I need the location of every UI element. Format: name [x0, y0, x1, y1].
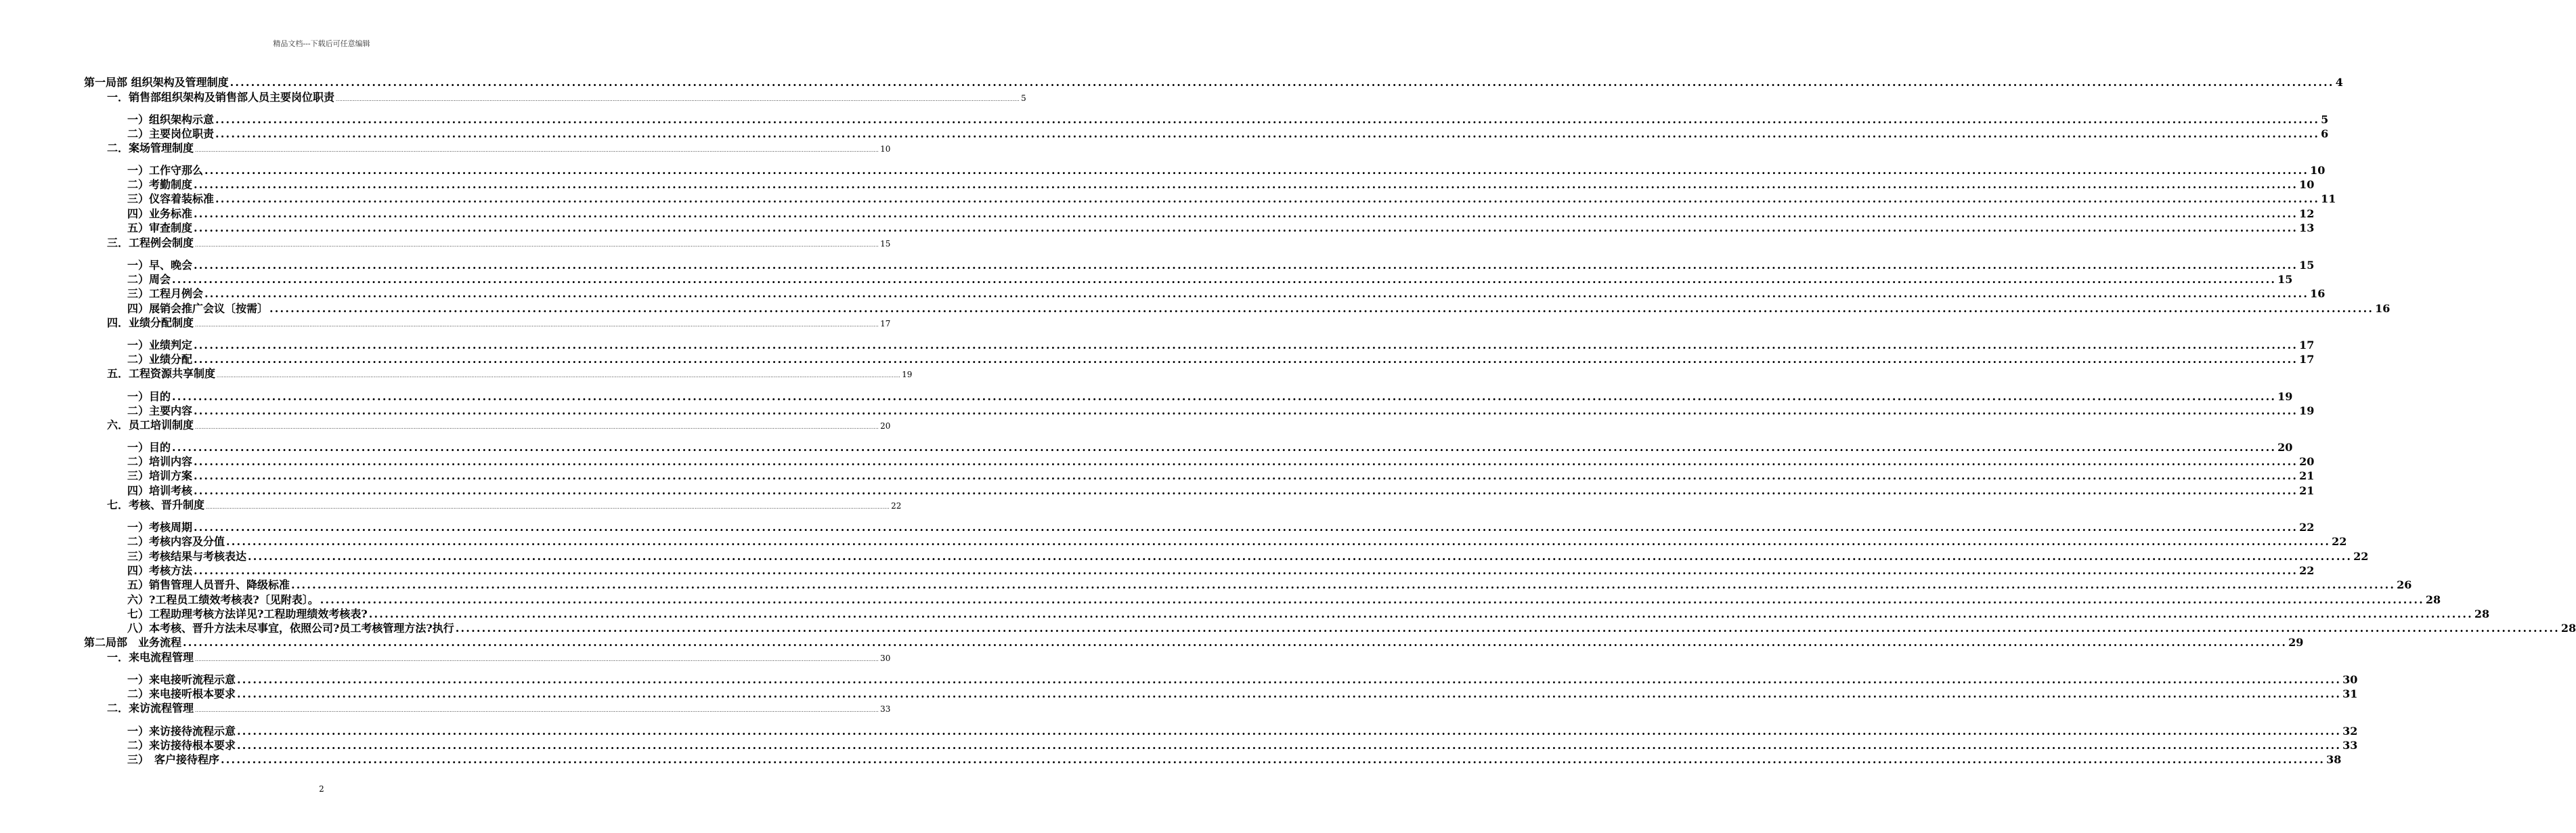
toc-dot-leader: ................................................................................................................................................................................................................................................................................................................................................................................................................ [195, 657, 879, 662]
toc-entry-page: 26 [2397, 578, 2412, 591]
toc-entry[interactable] [127, 125, 2329, 140]
toc-entry-page: 28 [2560, 622, 2576, 635]
toc-dot-leader: ................................................................................................................................................................................................................................................................................................................................................................................................................ [368, 607, 2473, 620]
toc-dot-leader: ................................................................................................................................................................................................................................................................................................................................................................................................................ [206, 505, 890, 510]
toc-entry[interactable] [107, 89, 1026, 104]
toc-entry-page: 20 [2277, 441, 2293, 454]
toc-entry-page: 15 [2299, 259, 2315, 272]
toc-entry-label: 四）考核方法 [127, 564, 193, 577]
toc-entry-page: 19 [2299, 404, 2315, 417]
toc-entry-label: 二）来访接待根本要求 [127, 739, 236, 752]
toc-dot-leader: ................................................................................................................................................................................................................................................................................................................................................................................................................ [230, 76, 2334, 89]
toc-entry[interactable] [127, 685, 2358, 700]
toc-entry-label: 二）业绩分配 [127, 353, 193, 366]
toc-entry-page: 15 [2277, 273, 2293, 286]
toc-entry-page: 15 [880, 239, 891, 249]
toc-entry[interactable] [107, 700, 891, 714]
toc-entry[interactable] [107, 496, 902, 511]
toc-entry-page: 10 [2310, 164, 2326, 177]
toc-entry-page: 31 [2342, 687, 2358, 700]
toc-entry-label: 三） 客户接待程序 [127, 753, 220, 766]
toc-entry-page: 21 [2299, 469, 2315, 482]
toc-entry[interactable] [127, 111, 2329, 126]
toc-entry[interactable] [127, 482, 2315, 497]
toc-entry[interactable] [127, 605, 2490, 620]
toc-entry-page: 4 [2335, 76, 2343, 89]
toc-dot-leader: ................................................................................................................................................................................................................................................................................................................................................................................................................ [320, 593, 2424, 606]
toc-entry-page: 33 [880, 704, 891, 714]
toc-entry[interactable] [127, 337, 2315, 351]
toc-entry[interactable] [107, 365, 913, 380]
toc-entry-label: 四）业务标准 [127, 207, 193, 220]
toc-dot-leader: ................................................................................................................................................................................................................................................................................................................................................................................................................ [194, 207, 2298, 220]
toc-entry-page: 17 [2299, 353, 2315, 366]
toc-entry-label: 四）培训考核 [127, 484, 193, 497]
toc-entry[interactable] [127, 205, 2315, 220]
toc-entry-label: 二）来电接听根本要求 [127, 687, 236, 700]
toc-dot-leader: ................................................................................................................................................................................................................................................................................................................................................................................................................ [195, 708, 879, 713]
toc-entry[interactable] [127, 285, 2326, 300]
toc-entry-label: 一）早、晚会 [127, 259, 193, 272]
toc-entry[interactable] [127, 176, 2315, 191]
toc-entry[interactable] [127, 190, 2336, 205]
toc-entry-page: 22 [891, 501, 902, 511]
toc-entry[interactable] [127, 576, 2412, 591]
toc-entry[interactable] [127, 402, 2315, 417]
toc-entry[interactable] [127, 519, 2315, 534]
page-number: 2 [319, 784, 324, 794]
toc-dot-leader: ................................................................................................................................................................................................................................................................................................................................................................................................................ [195, 148, 879, 153]
toc-entry-page: 38 [2326, 753, 2342, 766]
toc-dot-leader: ................................................................................................................................................................................................................................................................................................................................................................................................................ [194, 564, 2298, 577]
toc-dot-leader: ................................................................................................................................................................................................................................................................................................................................................................................................................ [237, 673, 2342, 686]
toc-entry[interactable] [127, 671, 2358, 686]
toc-entry[interactable] [127, 591, 2441, 606]
toc-dot-leader: ................................................................................................................................................................................................................................................................................................................................................................................................................ [172, 273, 2277, 286]
toc-entry-label: 一．销售部组织架构及销售部人员主要岗位职责 [107, 91, 335, 104]
toc-entry-label: 四）展销会推广会议〔按需〕 [127, 302, 269, 315]
toc-entry-label: 一）工作守那么 [127, 164, 204, 177]
toc-dot-leader: ................................................................................................................................................................................................................................................................................................................................................................................................................ [217, 373, 901, 379]
toc-dot-leader: ................................................................................................................................................................................................................................................................................................................................................................................................................ [194, 484, 2298, 497]
toc-entry-page: 32 [2342, 725, 2358, 738]
toc-dot-leader: ................................................................................................................................................................................................................................................................................................................................................................................................................ [183, 636, 2288, 649]
toc-entry-page: 22 [2353, 550, 2369, 563]
toc-entry[interactable] [127, 257, 2315, 272]
toc-entry[interactable] [127, 388, 2293, 403]
toc-entry-page: 16 [2310, 287, 2326, 300]
toc-entry-label: 七）工程助理考核方法详见?工程助理绩效考核表? [127, 607, 368, 620]
toc-entry-label: 二．案场管理制度 [107, 142, 194, 154]
toc-entry-page: 22 [2299, 521, 2315, 534]
toc-dot-leader: ................................................................................................................................................................................................................................................................................................................................................................................................................ [172, 441, 2277, 454]
toc-dot-leader: ................................................................................................................................................................................................................................................................................................................................................................................................................ [195, 425, 879, 430]
toc-entry[interactable] [127, 351, 2315, 366]
toc-dot-leader: ................................................................................................................................................................................................................................................................................................................................................................................................................ [194, 221, 2298, 234]
toc-entry-page: 17 [2299, 339, 2315, 351]
toc-entry-page: 28 [2474, 607, 2490, 620]
toc-dot-leader: ................................................................................................................................................................................................................................................................................................................................................................................................................ [194, 259, 2298, 272]
toc-entry-label: 一．来电流程管理 [107, 651, 194, 664]
toc-entry-label: 三）考核结果与考核表达 [127, 550, 247, 563]
toc-dot-leader: ................................................................................................................................................................................................................................................................................................................................................................................................................ [194, 404, 2298, 417]
toc-dot-leader: ................................................................................................................................................................................................................................................................................................................................................................................................................ [291, 578, 2396, 591]
toc-dot-leader: ................................................................................................................................................................................................................................................................................................................................................................................................................ [195, 242, 879, 248]
toc-entry-label: 二．来访流程管理 [107, 702, 194, 714]
toc-entry-label: 一）组织架构示意 [127, 113, 215, 126]
toc-dot-leader: ................................................................................................................................................................................................................................................................................................................................................................................................................ [194, 521, 2298, 534]
toc-entry-page: 30 [880, 654, 891, 663]
toc-entry-page: 6 [2321, 127, 2329, 140]
page-header: 精品文档---下载后可任意编辑 [273, 39, 370, 48]
toc-entry-label: 第一局部 组织架构及管理制度 [84, 76, 229, 89]
toc-entry[interactable] [127, 219, 2315, 234]
toc-dot-leader: ................................................................................................................................................................................................................................................................................................................................................................................................................ [194, 455, 2298, 468]
toc-entry-page: 30 [2342, 673, 2358, 686]
toc-entry-page: 22 [2332, 535, 2347, 548]
toc-entry-label: 八）本考核、晋升方法未尽事宜，依照公司?员工考核管理方法?执行 [127, 622, 454, 635]
toc-entry-label: 一）来访接待流程示意 [127, 725, 236, 738]
toc-entry-label: 三）工程月例会 [127, 287, 204, 300]
toc-dot-leader: ................................................................................................................................................................................................................................................................................................................................................................................................................ [204, 164, 2309, 177]
toc-dot-leader: ................................................................................................................................................................................................................................................................................................................................................................................................................ [269, 302, 2374, 315]
toc-entry[interactable] [127, 737, 2358, 752]
toc-entry[interactable] [84, 74, 2343, 89]
toc-dot-leader: ................................................................................................................................................................................................................................................................................................................................................................................................................ [248, 550, 2353, 563]
toc-entry[interactable] [84, 634, 2304, 649]
toc-entry-label: 三）仪容着装标准 [127, 192, 215, 205]
toc-dot-leader: ................................................................................................................................................................................................................................................................................................................................................................................................................ [237, 739, 2342, 752]
toc-entry-page: 20 [880, 421, 891, 431]
toc-entry-label: 三）培训方案 [127, 469, 193, 482]
toc-entry-label: 二）主要内容 [127, 404, 193, 417]
toc-dot-leader: ................................................................................................................................................................................................................................................................................................................................................................................................................ [226, 535, 2331, 548]
toc-dot-leader: ................................................................................................................................................................................................................................................................................................................................................................................................................ [336, 97, 1020, 102]
toc-entry[interactable] [127, 620, 2576, 635]
toc-entry-label: 二）考勤制度 [127, 178, 193, 191]
toc-entry-page: 29 [2288, 636, 2304, 649]
toc-entry[interactable] [107, 234, 891, 249]
toc-entry-page: 16 [2375, 302, 2391, 315]
toc-entry[interactable] [107, 140, 891, 154]
toc-entry-page: 12 [2299, 207, 2315, 220]
toc-dot-leader: ................................................................................................................................................................................................................................................................................................................................................................................................................ [194, 178, 2298, 191]
toc-entry[interactable] [127, 300, 2391, 315]
toc-entry-page: 10 [2299, 178, 2315, 191]
toc-entry-label: 六．员工培训制度 [107, 419, 194, 431]
toc-dot-leader: ................................................................................................................................................................................................................................................................................................................................................................................................................ [237, 687, 2342, 700]
toc-entry-page: 17 [880, 319, 891, 328]
toc-entry-page: 19 [902, 370, 913, 379]
toc-entry-label: 五．工程资源共享制度 [107, 367, 216, 380]
toc-entry[interactable] [127, 723, 2358, 738]
toc-entry-label: 四．业绩分配制度 [107, 316, 194, 329]
toc-entry-label: 二）周会 [127, 273, 171, 286]
toc-entry[interactable] [107, 416, 891, 431]
toc-entry-label: 五）审查制度 [127, 221, 193, 234]
toc-entry[interactable] [127, 548, 2369, 563]
toc-entry-page: 13 [2299, 221, 2315, 234]
toc-entry-label: 一）业绩判定 [127, 339, 193, 351]
toc-entry-label: 一）目的 [127, 390, 171, 403]
toc-entry-page: 5 [1021, 93, 1026, 103]
toc-entry-label: 六）?工程员工绩效考核表?〔见附表〕。 [127, 593, 319, 606]
toc-entry-label: 一）目的 [127, 441, 171, 454]
toc-dot-leader: ................................................................................................................................................................................................................................................................................................................................................................................................................ [237, 725, 2342, 738]
toc-entry-label: 第二局部 业务流程 [84, 636, 182, 649]
toc-entry[interactable] [107, 314, 891, 329]
toc-entry-page: 22 [2299, 564, 2315, 577]
toc-entry-label: 二）考核内容及分值 [127, 535, 225, 548]
toc-entry-label: 二）培训内容 [127, 455, 193, 468]
toc-entry-label: 五）销售管理人员晋升、降级标准 [127, 578, 290, 591]
toc-entry-page: 21 [2299, 484, 2315, 497]
toc-dot-leader: ................................................................................................................................................................................................................................................................................................................................................................................................................ [194, 339, 2298, 351]
toc-dot-leader: ................................................................................................................................................................................................................................................................................................................................................................................................................ [215, 192, 2320, 205]
toc-entry[interactable] [127, 562, 2315, 577]
toc-entry-page: 33 [2342, 739, 2358, 752]
toc-dot-leader: ................................................................................................................................................................................................................................................................................................................................................................................................................ [194, 469, 2298, 482]
toc-dot-leader: ................................................................................................................................................................................................................................................................................................................................................................................................................ [194, 353, 2298, 366]
toc-dot-leader: ................................................................................................................................................................................................................................................................................................................................................................................................................ [195, 322, 879, 328]
toc-dot-leader: ................................................................................................................................................................................................................................................................................................................................................................................................................ [215, 113, 2320, 126]
toc-entry-label: 一）考核周期 [127, 521, 193, 534]
toc-entry-label: 二）主要岗位职责 [127, 127, 215, 140]
toc-entry[interactable] [107, 649, 891, 664]
toc-entry[interactable] [127, 751, 2342, 766]
toc-entry-label: 三．工程例会制度 [107, 236, 194, 249]
toc-entry-page: 5 [2321, 113, 2329, 126]
toc-entry-label: 一）来电接听流程示意 [127, 673, 236, 686]
toc-entry-page: 28 [2425, 593, 2441, 606]
toc-entry-page: 11 [2321, 192, 2336, 205]
toc-dot-leader: ................................................................................................................................................................................................................................................................................................................................................................................................................ [221, 753, 2326, 766]
toc-dot-leader: ................................................................................................................................................................................................................................................................................................................................................................................................................ [172, 390, 2277, 403]
toc-entry[interactable] [127, 453, 2315, 468]
toc-entry[interactable] [127, 439, 2293, 454]
toc-entry-page: 10 [880, 144, 891, 154]
toc-dot-leader: ................................................................................................................................................................................................................................................................................................................................................................................................................ [455, 622, 2560, 635]
toc-entry[interactable] [127, 271, 2293, 286]
toc-entry-page: 20 [2299, 455, 2315, 468]
toc-dot-leader: ................................................................................................................................................................................................................................................................................................................................................................................................................ [204, 287, 2309, 300]
toc-entry[interactable] [127, 162, 2326, 177]
toc-entry-label: 七．考核、晋升制度 [107, 498, 205, 511]
toc-entry-page: 19 [2277, 390, 2293, 403]
toc-entry[interactable] [127, 467, 2315, 482]
toc-dot-leader: ................................................................................................................................................................................................................................................................................................................................................................................................................ [215, 127, 2320, 140]
toc-entry[interactable] [127, 533, 2347, 548]
